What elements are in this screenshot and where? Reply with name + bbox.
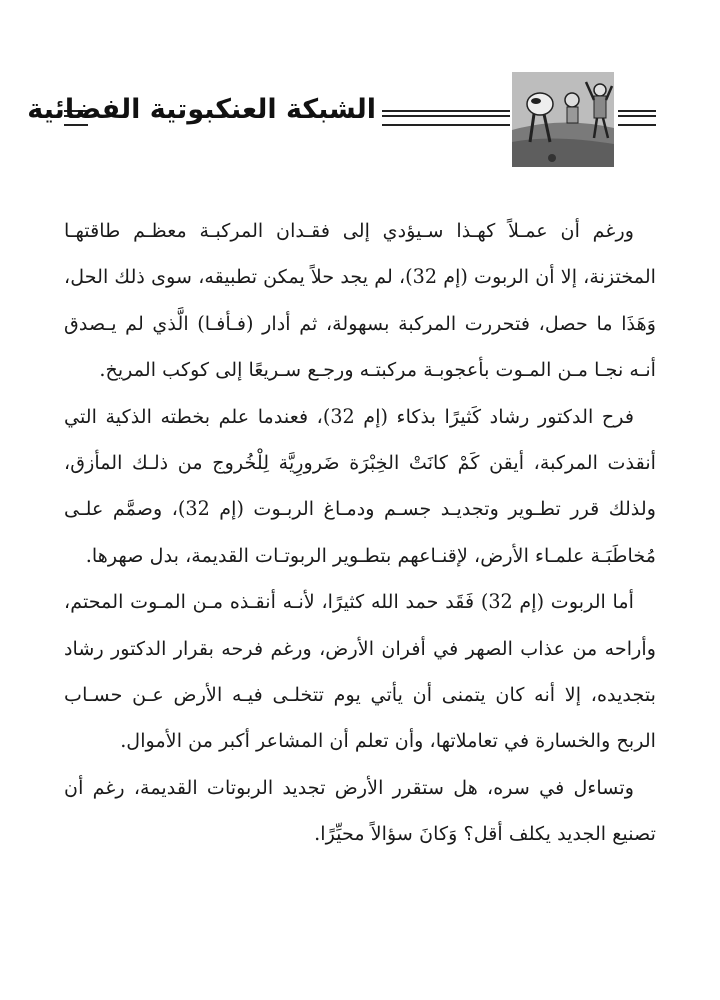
story-text xyxy=(64,208,656,858)
paragraph: وتساءل في سره، هل ستقرر الأرض تجديد الربوتات القديمة، رغم أن تصنيع الجديد يكلف أقل؟ وَكانَ سؤالاً محيِّرًا. xyxy=(64,775,656,846)
chapter-title: الشبكة العنكبوتية الفضائية xyxy=(27,94,376,125)
header-rule-middle xyxy=(382,110,510,126)
chapter-header xyxy=(0,72,720,167)
paragraph: ورغم أن عمـلاً كهـذا سـيؤدي إلى فقـدان المركبـة معظـم طاقتهـا المختزنة، إلا أن الربوت (إم 32)، لم يجد حلاً يمكن تطبيقه، سوى ذلك الحل، وَهَذَا ما حصل، فتحررت المركبة بسهولة، ثم أدار (فـأفـا) الَّذي لم يـصدق أنـه نجـا مـن المـوت بأعجوبـة مركبتـه ورجـع سـريعًا إلى كوكب المريخ. xyxy=(64,219,656,382)
cartoon-robots-illustration-icon xyxy=(512,72,614,167)
header-rule-right xyxy=(618,110,656,126)
paragraph: فرح الدكتور رشاد كَثيرًا بذكاء (إم 32)، فعندما علم بخطته الذكية التي أنقذت المركبة، أيقن كَمْ كانَتْ الخِبْرَة ضَرورِيَّة لِلْخُروج من ذلـك المأزق، ولذلك قرر تطـوير وتجديـد جسـم ودمـاغ الربـوت (إم 32)، وصمَّم علـى مُخاطَبَـة علمـاء الأرض، لإقنـاعهم بتطـوير الربوتـات القديمة، بدل صهرها. xyxy=(64,404,656,567)
paragraph: أما الربوت (إم 32) فَقَد حمد الله كثيرًا، لأنـه أنقـذه مـن المـوت المحتم، وأراحه من عذاب الصهر في أفران الأرض، ورغم فرحه بقرار الدكتور رشاد بتجديده، إلا أنه كان يتمنى أن يأتي يوم تتخلـى فيـه الأرض عـن حسـاب الربح والخسارة في تعاملاتها، وأن تعلم أن المشاعر أكبر من الأموال. xyxy=(64,590,656,753)
